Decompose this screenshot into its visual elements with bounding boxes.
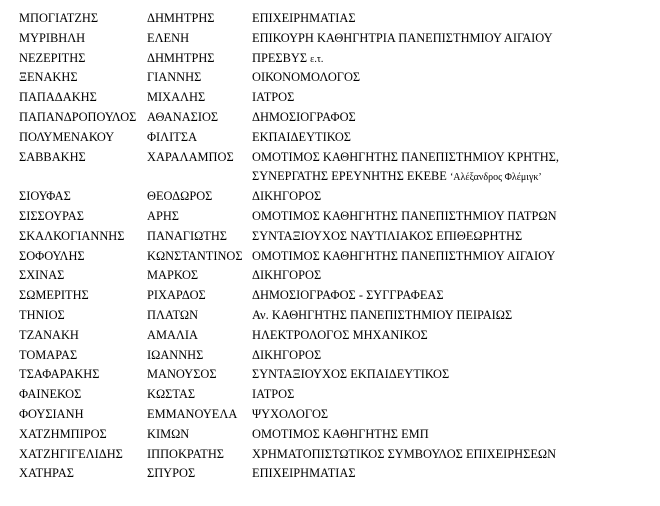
list-row — [0, 247, 660, 267]
list-row — [0, 88, 660, 108]
list-row — [0, 207, 660, 227]
surname: ΠΑΠΑΝΔΡΟΠΟΥΛΟΣ — [19, 109, 137, 124]
list-row — [0, 326, 660, 346]
first-name: ΜΙΧΑΛΗΣ — [147, 90, 206, 105]
profession: ΣΥΝΤΑΞΙΟΥΧΟΣ ΝΑΥΤΙΛΙΑΚΟΣ ΕΠΙΘΕΩΡΗΤΗΣ — [252, 228, 523, 243]
surname: ΣΚΑΛΚΟΓΙΑΝΝΗΣ — [19, 228, 125, 243]
list-row — [0, 9, 660, 29]
list-row — [0, 464, 660, 484]
profession-group — [252, 49, 323, 70]
list-row — [0, 385, 660, 405]
profession: ΔΗΜΟΣΙΟΓΡΑΦΟΣ - ΣΥΓΓΡΑΦΕΑΣ — [252, 288, 444, 303]
surname: ΤΖΑΝΑΚΗ — [19, 327, 79, 342]
profession: ΕΠΙΧΕΙΡΗΜΑΤΙΑΣ — [252, 466, 356, 481]
profession: ΣΥΝΤΑΞΙΟΥΧΟΣ ΕΚΠΑΙΔΕΥΤΙΚΟΣ — [252, 367, 450, 382]
surname: ΝΕΖΕΡΙΤΗΣ — [19, 50, 86, 65]
list-row — [0, 445, 660, 465]
first-name: ΡΙΧΑΡΔΟΣ — [147, 288, 206, 303]
list-row — [0, 365, 660, 385]
first-name: ΦΙΛΙΤΣΑ — [147, 129, 198, 144]
first-name: ΕΜΜΑΝΟΥΕΛΑ — [147, 406, 238, 421]
surname: ΣΩΜΕΡΙΤΗΣ — [19, 288, 89, 303]
profession: ΔΙΚΗΓΟΡΟΣ — [252, 189, 322, 204]
profession: ΗΛΕΚΤΡΟΛΟΓΟΣ ΜΗΧΑΝΙΚΟΣ — [252, 327, 428, 342]
profession: ΙΑΤΡΟΣ — [252, 90, 295, 105]
profession: ΔΙΚΗΓΟΡΟΣ — [252, 268, 322, 283]
profession-group — [252, 167, 542, 188]
list-row — [0, 405, 660, 425]
profession: ΟΜΟΤΙΜΟΣ ΚΑΘΗΓΗΤΗΣ ΕΜΠ — [252, 426, 429, 441]
first-name: ΚΙΜΩΝ — [147, 426, 190, 441]
surname: ΠΟΛΥΜΕΝΑΚΟΥ — [19, 129, 115, 144]
first-name: ΑΘΑΝΑΣΙΟΣ — [147, 109, 219, 124]
profession: ΟΜΟΤΙΜΟΣ ΚΑΘΗΓΗΤΗΣ ΠΑΝΕΠΙΣΤΗΜΙΟΥ ΚΡΗΤΗΣ, — [252, 149, 559, 164]
surname: ΧΑΤΖΗΓΙΓΕΛΙΔΗΣ — [19, 446, 123, 461]
profession: ΠΡΕΣΒΥΣ — [252, 50, 308, 65]
surname: ΜΥΡΙΒΗΛΗ — [19, 30, 86, 45]
first-name: ΘΕΟΔΩΡΟΣ — [147, 189, 213, 204]
list-row — [0, 425, 660, 445]
surname: ΜΠΟΓΙΑΤΖΗΣ — [19, 11, 99, 25]
profession: ΟΜΟΤΙΜΟΣ ΚΑΘΗΓΗΤΗΣ ΠΑΝΕΠΙΣΤΗΜΙΟΥ ΑΙΓΑΙΟΥ — [252, 248, 556, 263]
list-row — [0, 286, 660, 306]
surname: ΣΧΙΝΑΣ — [19, 268, 65, 283]
first-name: ΜΑΡΚΟΣ — [147, 268, 199, 283]
profession: ΕΠΙΚΟΥΡΗ ΚΑΘΗΓΗΤΡΙΑ ΠΑΝΕΠΙΣΤΗΜΙΟΥ ΑΙΓΑΙΟΥ — [252, 30, 553, 45]
first-name: ΔΗΜΗΤΡΗΣ — [147, 11, 215, 25]
list-row — [0, 266, 660, 286]
first-name: ΕΛΕΝΗ — [147, 30, 190, 45]
profession: Αν. ΚΑΘΗΓΗΤΗΣ ΠΑΝΕΠΙΣΤΗΜΙΟΥ ΠΕΙΡΑΙΩΣ — [252, 307, 513, 322]
list-row — [0, 49, 660, 69]
list-row — [0, 148, 660, 168]
first-name: ΑΡΗΣ — [147, 208, 179, 223]
surname: ΠΑΠΑΔΑΚΗΣ — [19, 90, 97, 105]
list-row — [0, 108, 660, 128]
profession: ΕΠΙΧΕΙΡΗΜΑΤΙΑΣ — [252, 11, 356, 25]
surname: ΤΟΜΑΡΑΣ — [19, 347, 78, 362]
first-name: ΧΑΡΑΛΑΜΠΟΣ — [147, 149, 234, 164]
first-name: ΠΑΝΑΓΙΩΤΗΣ — [147, 228, 228, 243]
profession: ΔΙΚΗΓΟΡΟΣ — [252, 347, 322, 362]
profession: ΔΗΜΟΣΙΟΓΡΑΦΟΣ — [252, 109, 356, 124]
member-list — [0, 9, 660, 484]
list-row — [0, 128, 660, 148]
surname: ΧΑΤΗΡΑΣ — [19, 466, 74, 481]
first-name: ΚΩΣΤΑΣ — [147, 387, 196, 402]
surname: ΣΟΦΟΥΛΗΣ — [19, 248, 85, 263]
first-name: ΔΗΜΗΤΡΗΣ — [147, 50, 215, 65]
surname: ΧΑΤΖΗΜΠΙΡΟΣ — [19, 426, 107, 441]
profession: ΙΑΤΡΟΣ — [252, 387, 295, 402]
profession: ΣΥΝΕΡΓΑΤΗΣ ΕΡΕΥΝΗΤΗΣ ΕΚΕΒΕ — [252, 169, 447, 184]
list-row — [0, 306, 660, 326]
first-name: ΠΛΑΤΩΝ — [147, 307, 199, 322]
list-row — [0, 227, 660, 247]
first-name: ΙΠΠΟΚΡΑΤΗΣ — [147, 446, 224, 461]
profession-suffix: ‘Αλέξανδρος Φλέμιγκ’ — [449, 172, 542, 184]
profession: ΟΙΚΟΝΟΜΟΛΟΓΟΣ — [252, 70, 361, 85]
list-row — [0, 68, 660, 88]
first-name: ΑΜΑΛΙΑ — [147, 327, 198, 342]
surname: ΦΟΥΣΙΑΝΗ — [19, 406, 84, 421]
list-row — [0, 346, 660, 366]
first-name: ΣΠΥΡΟΣ — [147, 466, 196, 481]
surname: ΦΑΙΝΕΚΟΣ — [19, 387, 82, 402]
surname: ΣΙΣΣΟΥΡΑΣ — [19, 208, 84, 223]
surname: ΞΕΝΑΚΗΣ — [19, 70, 78, 85]
surname: ΤΗΝΙΟΣ — [19, 307, 65, 322]
list-row — [0, 187, 660, 207]
first-name: ΚΩΝΣΤΑΝΤΙΝΟΣ — [147, 248, 243, 263]
surname: ΤΣΑΦΑΡΑΚΗΣ — [19, 367, 100, 382]
first-name: ΙΩΑΝΝΗΣ — [147, 347, 204, 362]
first-name: ΓΙΑΝΝΗΣ — [147, 70, 202, 85]
profession: ΟΜΟΤΙΜΟΣ ΚΑΘΗΓΗΤΗΣ ΠΑΝΕΠΙΣΤΗΜΙΟΥ ΠΑΤΡΩΝ — [252, 208, 557, 223]
profession: ΨΥΧΟΛΟΓΟΣ — [252, 406, 329, 421]
profession-suffix: ε.τ. — [310, 53, 324, 65]
surname: ΣΑΒΒΑΚΗΣ — [19, 149, 86, 164]
list-row — [0, 29, 660, 49]
profession: ΧΡΗΜΑΤΟΠΙΣΤΩΤΙΚΟΣ ΣΥΜΒΟΥΛΟΣ ΕΠΙΧΕΙΡΗΣΕΩΝ — [252, 446, 557, 461]
first-name: ΜΑΝΟΥΣΟΣ — [147, 367, 217, 382]
profession: ΕΚΠΑΙΔΕΥΤΙΚΟΣ — [252, 129, 351, 144]
surname: ΣΙΟΥΦΑΣ — [19, 189, 71, 204]
list-row-continuation — [0, 167, 660, 187]
